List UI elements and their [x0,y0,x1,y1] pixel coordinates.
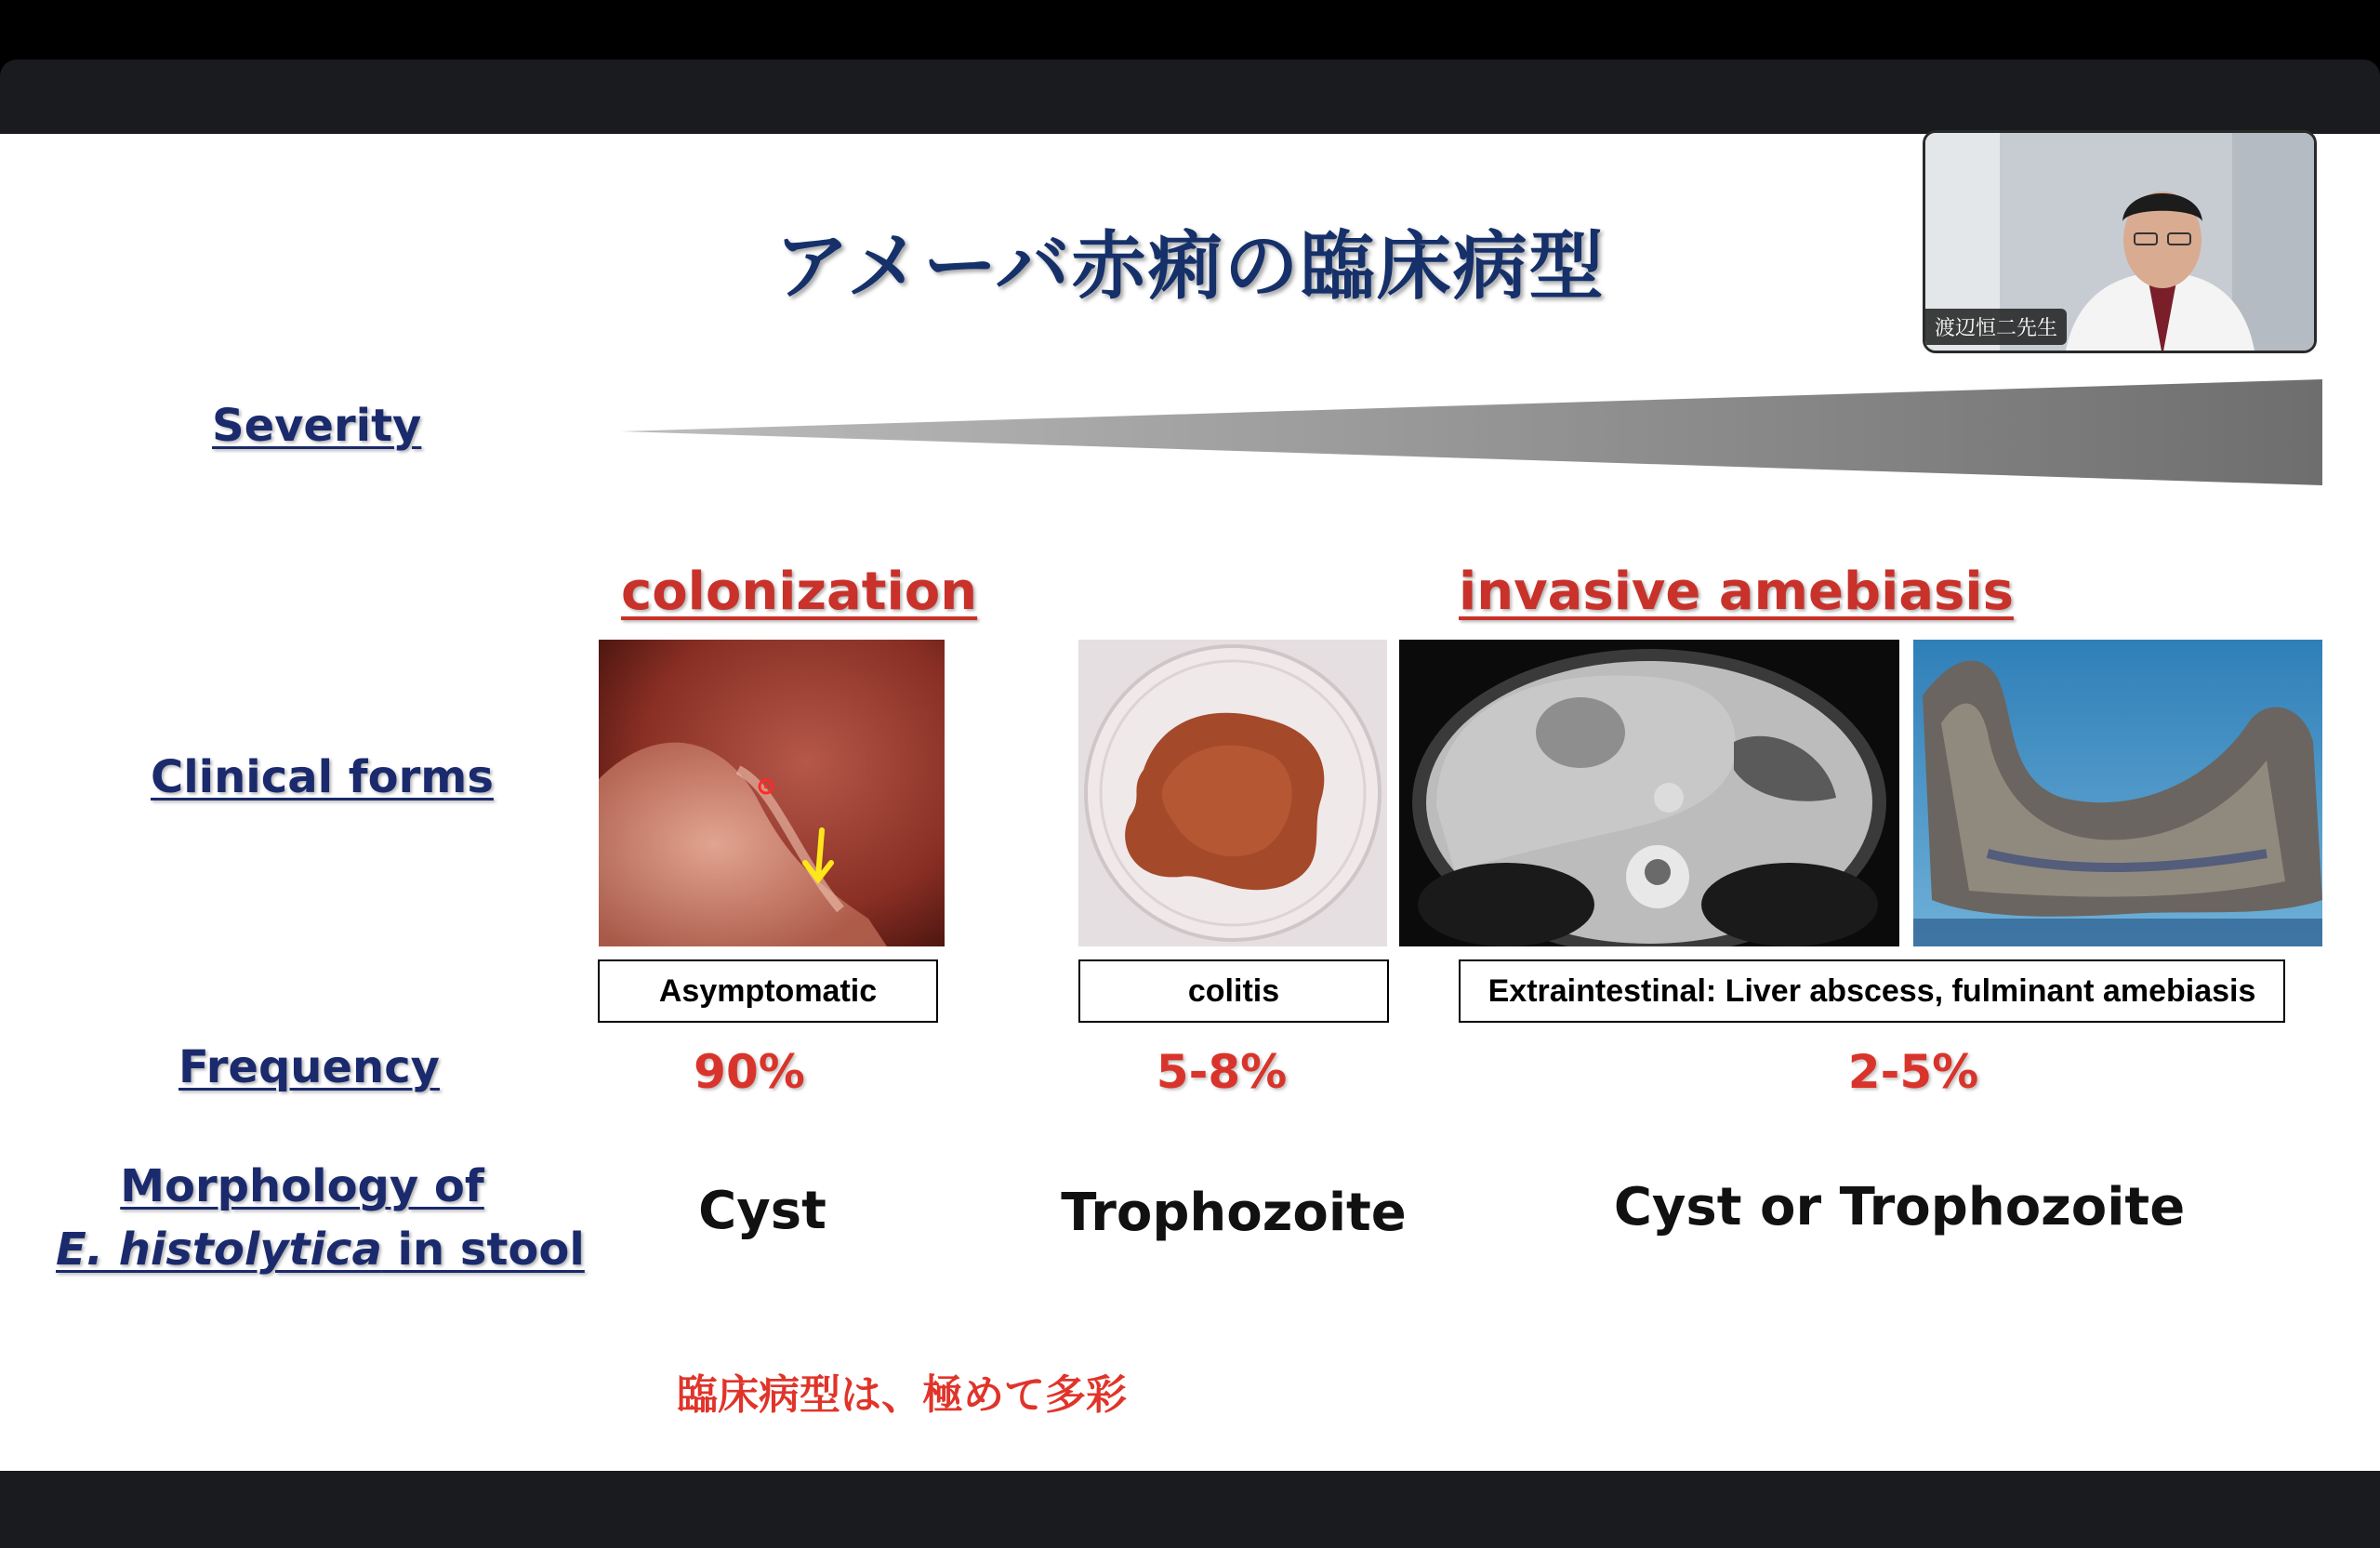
clinical-forms-label: Clinical forms [151,751,494,803]
endoscopy-image [599,640,945,946]
colon-specimen-image [1913,640,2322,946]
morphology-extraintestinal: Cyst or Trophozoite [1613,1177,2186,1237]
colonization-heading: colonization [621,562,978,622]
morphology-label [56,1155,585,1281]
slide-title: アメーバ赤痢の臨床病型 [774,223,1606,310]
summary-note: 臨床病型は、極めて多彩 [677,1371,1127,1419]
stool-specimen-image [1078,640,1387,946]
bottom-toolbar [0,1471,2380,1548]
frequency-colitis: 5-8% [1156,1045,1288,1099]
asymptomatic-caption: Asymptomatic [598,959,938,1023]
morphology-label-line2 [56,1218,585,1281]
speaker-video-tile[interactable] [1923,130,2317,353]
species-name: E. histolytica [56,1224,382,1276]
morphology-colonization: Cyst [698,1181,826,1241]
frequency-label: Frequency [178,1041,440,1093]
frequency-colonization: 90% [694,1045,805,1099]
severity-wedge [621,376,2324,493]
morphology-label-suffix: in stool [381,1224,585,1276]
severity-label: Severity [212,400,422,452]
liver-ct-image [1399,640,1899,946]
colitis-caption: colitis [1078,959,1389,1023]
window-title-bar [0,60,2380,134]
extraintestinal-caption: Extraintestinal: Liver abscess, fulminant amebiasis [1459,959,2285,1023]
morphology-colitis: Trophozoite [1061,1183,1407,1243]
invasive-amebiasis-heading: invasive amebiasis [1459,562,2014,622]
frequency-extraintestinal: 2-5% [1847,1045,1979,1099]
morphology-label-line1: Morphology of [120,1160,484,1212]
speaker-name-tag: 渡辺恒二先生 [1925,309,2067,345]
